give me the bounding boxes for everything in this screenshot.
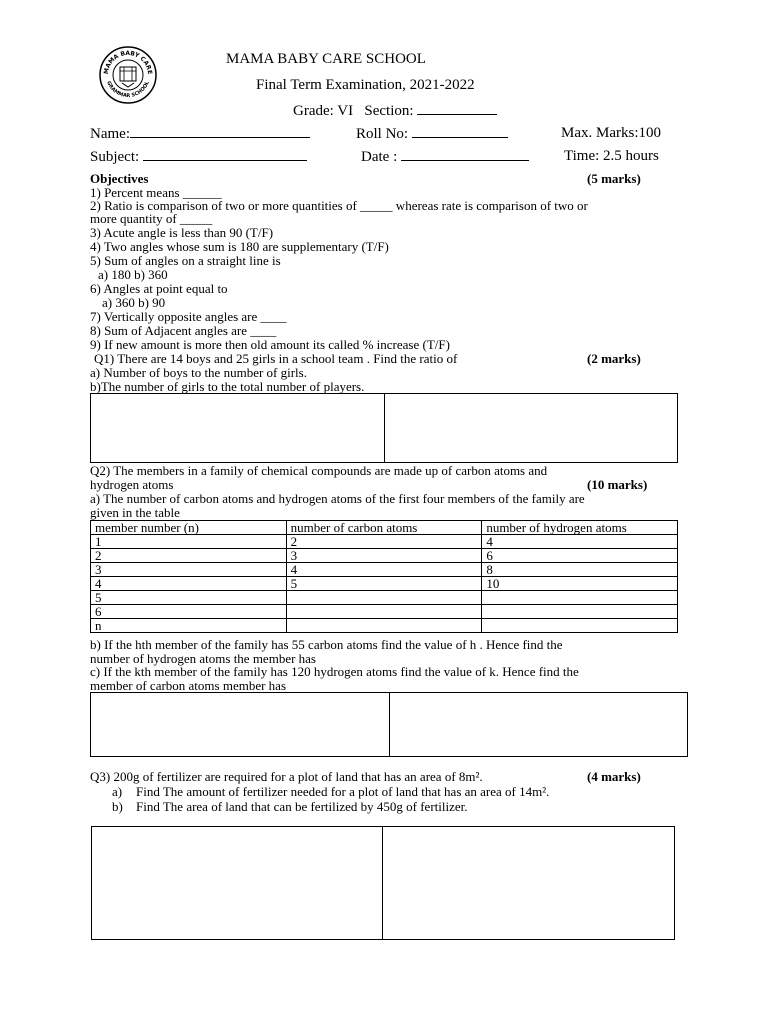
roll-blank[interactable] <box>412 125 508 138</box>
school-logo <box>98 45 158 105</box>
table-header-cell: number of hydrogen atoms <box>482 521 678 535</box>
name-line <box>90 125 310 143</box>
table-cell: 8 <box>482 563 678 577</box>
q1-answer-box[interactable] <box>90 393 678 463</box>
table-cell: 3 <box>91 563 287 577</box>
table-cell-blank[interactable] <box>482 591 678 605</box>
table-cell-blank[interactable] <box>482 605 678 619</box>
table-row <box>91 549 678 563</box>
table-cell: 2 <box>91 549 287 563</box>
q3-part-a-label: a) <box>112 784 123 799</box>
table-cell: 4 <box>91 577 287 591</box>
section-blank[interactable] <box>417 102 497 115</box>
logo-text-top: MAMA BABY CARE <box>102 49 154 75</box>
table-cell-blank[interactable] <box>286 605 482 619</box>
table-cell: 10 <box>482 577 678 591</box>
table-header-cell: number of carbon atoms <box>286 521 482 535</box>
q2-answer-box[interactable] <box>90 692 688 757</box>
roll-line <box>356 125 508 143</box>
q2-part-b-line2: number of hydrogen atoms the member has <box>90 651 316 666</box>
table-cell: 3 <box>286 549 482 563</box>
table-row <box>91 577 678 591</box>
objective-options: a) 180 b) 360 <box>98 267 168 282</box>
name-label: Name: <box>90 126 130 142</box>
q2-line1: Q2) The members in a family of chemical compounds are made up of carbon atoms and <box>90 463 548 478</box>
date-label: Date : <box>361 149 398 165</box>
table-header-cell: member number (n) <box>91 521 287 535</box>
q2-part-a-line1: a) The number of carbon atoms and hydrogen atoms of the first four members of the family are <box>90 491 585 506</box>
answer-box-divider <box>389 693 390 756</box>
table-cell: n <box>91 619 287 633</box>
q1-text: Q1) There are 14 boys and 25 girls in a school team . Find the ratio of <box>94 351 458 366</box>
q2-part-b-line1: b) If the hth member of the family has 55 carbon atoms find the value of h . Hence find the <box>90 637 563 652</box>
table-cell: 1 <box>91 535 287 549</box>
objective-item: 9) If new amount is more then old amount its called % increase (T/F) <box>90 337 450 352</box>
objective-item: 5) Sum of angles on a straight line is <box>90 253 281 268</box>
roll-label: Roll No: <box>356 126 409 142</box>
table-row <box>91 591 678 605</box>
objective-item: 3) Acute angle is less than 90 (T/F) <box>90 225 274 240</box>
date-line <box>361 148 529 166</box>
subject-label: Subject: <box>90 149 140 165</box>
name-blank[interactable] <box>130 125 310 138</box>
table-cell-blank[interactable] <box>482 619 678 633</box>
table-row <box>91 535 678 549</box>
objective-item: 7) Vertically opposite angles are ____ <box>90 309 287 324</box>
table-cell: 4 <box>286 563 482 577</box>
objectives-title: Objectives <box>90 171 149 186</box>
table-cell: 6 <box>482 549 678 563</box>
table-cell-blank[interactable] <box>286 619 482 633</box>
max-marks: Max. Marks:100 <box>561 125 661 141</box>
exam-title: Final Term Examination, 2021-2022 <box>256 77 475 93</box>
table-cell-blank[interactable] <box>286 591 482 605</box>
date-blank[interactable] <box>401 148 529 161</box>
table-cell: 5 <box>286 577 482 591</box>
table-header-row <box>91 521 678 535</box>
q3-part-b-label: b) <box>112 799 123 814</box>
section-label: Section: <box>364 103 414 119</box>
table-row <box>91 563 678 577</box>
q2-part-a-line2: given in the table <box>90 505 180 520</box>
subject-blank[interactable] <box>143 148 307 161</box>
q2-part-c-line1: c) If the kth member of the family has 120 hydrogen atoms find the value of k. Hence find the <box>90 664 579 679</box>
q3-text: Q3) 200g of fertilizer are required for a plot of land that has an area of 8m². <box>90 769 483 784</box>
answer-box-divider <box>382 827 383 939</box>
objective-item: 2) Ratio is comparison of two or more quantities of _____ whereas rate is comparison of two or <box>90 198 588 213</box>
q3-answer-box[interactable] <box>91 826 675 940</box>
subject-line <box>90 148 307 166</box>
q2-marks: (10 marks) <box>587 477 648 492</box>
q1-part-a: a) Number of boys to the number of girls. <box>90 365 307 380</box>
q3-marks: (4 marks) <box>587 769 641 784</box>
objective-item: 8) Sum of Adjacent angles are ____ <box>90 323 277 338</box>
grade-line <box>293 102 497 120</box>
q1-part-b: b)The number of girls to the total number of players. <box>90 379 365 394</box>
answer-box-divider <box>384 394 385 462</box>
svg-text:GRAMMAR SCHOOL <box>105 80 151 99</box>
objective-options: a) 360 b) 90 <box>102 295 166 310</box>
objective-item: 4) Two angles whose sum is 180 are supplementary (T/F) <box>90 239 389 254</box>
q2-line2: hydrogen atoms <box>90 477 174 492</box>
table-cell: 2 <box>286 535 482 549</box>
objective-item: 1) Percent means ______ <box>90 185 222 200</box>
grade-label: Grade: VI <box>293 103 354 119</box>
objectives-marks: (5 marks) <box>587 171 641 186</box>
table-cell: 5 <box>91 591 287 605</box>
logo-text-bottom: GRAMMAR SCHOOL <box>105 80 151 100</box>
objective-item: more quantity of _____ <box>90 211 213 226</box>
atoms-table <box>90 520 678 633</box>
q2-part-c-line2: member of carbon atoms member has <box>90 678 287 693</box>
table-cell: 4 <box>482 535 678 549</box>
q3-part-a-text: Find The amount of fertilizer needed for a plot of land that has an area of 14m². <box>136 784 550 799</box>
table-row <box>91 605 678 619</box>
objective-item: 6) Angles at point equal to <box>90 281 228 296</box>
table-cell: 6 <box>91 605 287 619</box>
q3-part-b-text: Find The area of land that can be fertilized by 450g of fertilizer. <box>136 799 468 814</box>
time-allowed: Time: 2.5 hours <box>564 148 659 164</box>
q1-marks: (2 marks) <box>587 351 641 366</box>
table-row <box>91 619 678 633</box>
school-name: MAMA BABY CARE SCHOOL <box>226 51 426 67</box>
